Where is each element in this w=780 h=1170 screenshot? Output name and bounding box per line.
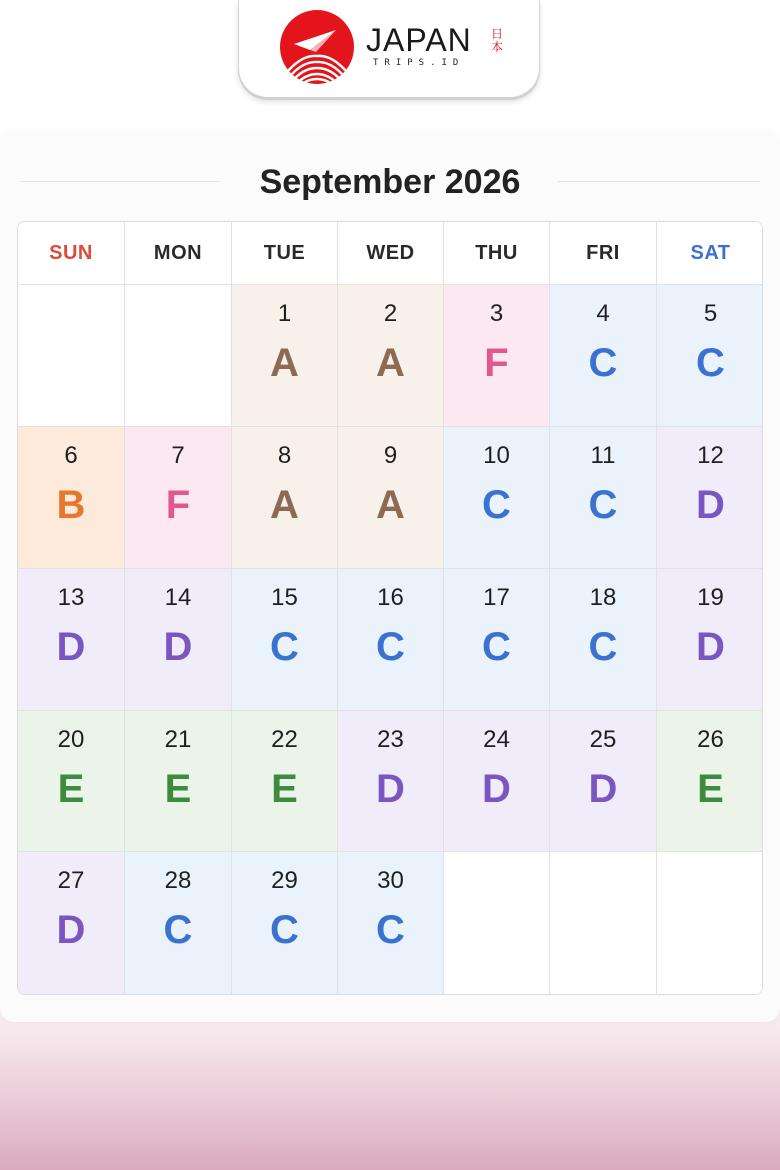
calendar-day-cell[interactable] <box>232 852 338 994</box>
day-grade: A <box>270 483 299 527</box>
calendar-day-cell[interactable] <box>125 427 232 569</box>
day-number: 8 <box>277 442 292 469</box>
day-grade: E <box>57 767 85 811</box>
day-number: 23 <box>377 726 404 753</box>
day-grade: C <box>163 908 193 952</box>
day-number: 17 <box>483 584 510 611</box>
day-grade: C <box>482 483 511 527</box>
day-number: 15 <box>271 584 298 611</box>
calendar-day-cell[interactable] <box>232 569 338 711</box>
day-grade: C <box>482 625 511 669</box>
weekday-header-fri: FRI <box>550 222 657 285</box>
calendar-day-cell[interactable] <box>232 711 338 852</box>
day-grade: A <box>270 341 299 385</box>
day-grade: D <box>696 483 725 527</box>
day-grade: F <box>165 483 191 527</box>
day-number: 29 <box>271 867 298 894</box>
day-number: 26 <box>697 726 724 753</box>
calendar-day-cell[interactable] <box>550 427 657 569</box>
day-number: 3 <box>489 300 504 327</box>
calendar-empty-cell <box>657 852 763 994</box>
calendar-day-cell[interactable] <box>657 711 763 852</box>
day-grade: C <box>270 908 299 952</box>
brand-logo[interactable] <box>238 0 540 98</box>
calendar-grid <box>17 221 763 995</box>
day-number: 18 <box>589 584 617 611</box>
weekday-header-mon: MON <box>125 222 232 285</box>
day-number: 22 <box>271 726 298 753</box>
calendar-day-cell[interactable] <box>18 852 125 994</box>
day-number: 10 <box>483 442 510 469</box>
month-title: September 2026 <box>259 163 521 201</box>
day-grade: D <box>56 625 86 669</box>
brand-kanji: 日本 <box>490 27 503 54</box>
calendar-empty-cell <box>444 852 550 994</box>
day-grade: E <box>164 767 192 811</box>
calendar-day-cell[interactable] <box>444 711 550 852</box>
day-number: 9 <box>383 442 398 469</box>
calendar-day-cell[interactable] <box>338 285 444 427</box>
day-grade: A <box>376 483 405 527</box>
calendar-day-cell[interactable] <box>232 285 338 427</box>
weekday-header-tue: TUE <box>232 222 338 285</box>
day-number: 5 <box>703 300 718 327</box>
day-grade: A <box>376 341 405 385</box>
day-grade: C <box>696 341 725 385</box>
weekday-header-sun: SUN <box>18 222 125 285</box>
day-grade: C <box>588 625 618 669</box>
calendar-day-cell[interactable] <box>338 569 444 711</box>
day-grade: C <box>588 341 618 385</box>
day-grade: D <box>588 767 618 811</box>
brand-name: JAPAN <box>366 22 472 58</box>
day-number: 11 <box>590 442 616 469</box>
calendar-day-cell[interactable] <box>444 427 550 569</box>
calendar-empty-cell <box>18 285 125 427</box>
day-number: 30 <box>377 867 404 894</box>
day-number: 4 <box>596 300 610 327</box>
day-number: 28 <box>164 867 192 894</box>
day-number: 27 <box>57 867 85 894</box>
calendar-day-cell[interactable] <box>125 852 232 994</box>
weekday-header-sat: SAT <box>657 222 763 285</box>
calendar-day-cell[interactable] <box>550 569 657 711</box>
weekday-header-wed: WED <box>338 222 444 285</box>
day-number: 6 <box>64 442 78 469</box>
day-grade: D <box>482 767 511 811</box>
day-grade: E <box>697 767 724 811</box>
day-grade: C <box>270 625 299 669</box>
calendar-day-cell[interactable] <box>18 569 125 711</box>
calendar-day-cell[interactable] <box>550 711 657 852</box>
day-grade: C <box>588 483 618 527</box>
day-grade: D <box>56 908 86 952</box>
day-grade: C <box>376 908 405 952</box>
day-number: 16 <box>377 584 404 611</box>
day-number: 12 <box>697 442 724 469</box>
day-number: 2 <box>383 300 398 327</box>
calendar-day-cell[interactable] <box>125 569 232 711</box>
calendar-day-cell[interactable] <box>18 711 125 852</box>
day-number: 20 <box>57 726 85 753</box>
day-number: 19 <box>697 584 724 611</box>
day-grade: E <box>271 767 298 811</box>
day-number: 1 <box>277 300 292 327</box>
day-grade: D <box>376 767 405 811</box>
calendar-day-cell[interactable] <box>444 285 550 427</box>
weekday-header-thu: THU <box>444 222 550 285</box>
calendar-day-cell[interactable] <box>232 427 338 569</box>
day-number: 13 <box>57 584 85 611</box>
brand-subtitle: TRIPS.ID <box>373 58 465 68</box>
calendar-day-cell[interactable] <box>338 711 444 852</box>
calendar-day-cell[interactable] <box>338 852 444 994</box>
calendar-day-cell[interactable] <box>657 285 763 427</box>
day-grade: B <box>56 483 86 527</box>
day-number: 14 <box>164 584 192 611</box>
day-grade: C <box>376 625 405 669</box>
day-number: 24 <box>483 726 510 753</box>
calendar-day-cell[interactable] <box>550 285 657 427</box>
day-number: 7 <box>171 442 185 469</box>
day-grade: D <box>163 625 193 669</box>
japan-trips-logo-icon <box>280 10 354 84</box>
day-grade: D <box>696 625 725 669</box>
calendar-empty-cell <box>550 852 657 994</box>
calendar-day-cell[interactable] <box>444 569 550 711</box>
day-number: 25 <box>589 726 617 753</box>
calendar-day-cell[interactable] <box>657 569 763 711</box>
calendar-day-cell[interactable] <box>657 427 763 569</box>
day-grade: F <box>484 341 509 385</box>
calendar-empty-cell <box>125 285 232 427</box>
day-number: 21 <box>164 726 192 753</box>
calendar-day-cell[interactable] <box>125 711 232 852</box>
calendar-day-cell[interactable] <box>338 427 444 569</box>
calendar-day-cell[interactable] <box>18 427 125 569</box>
